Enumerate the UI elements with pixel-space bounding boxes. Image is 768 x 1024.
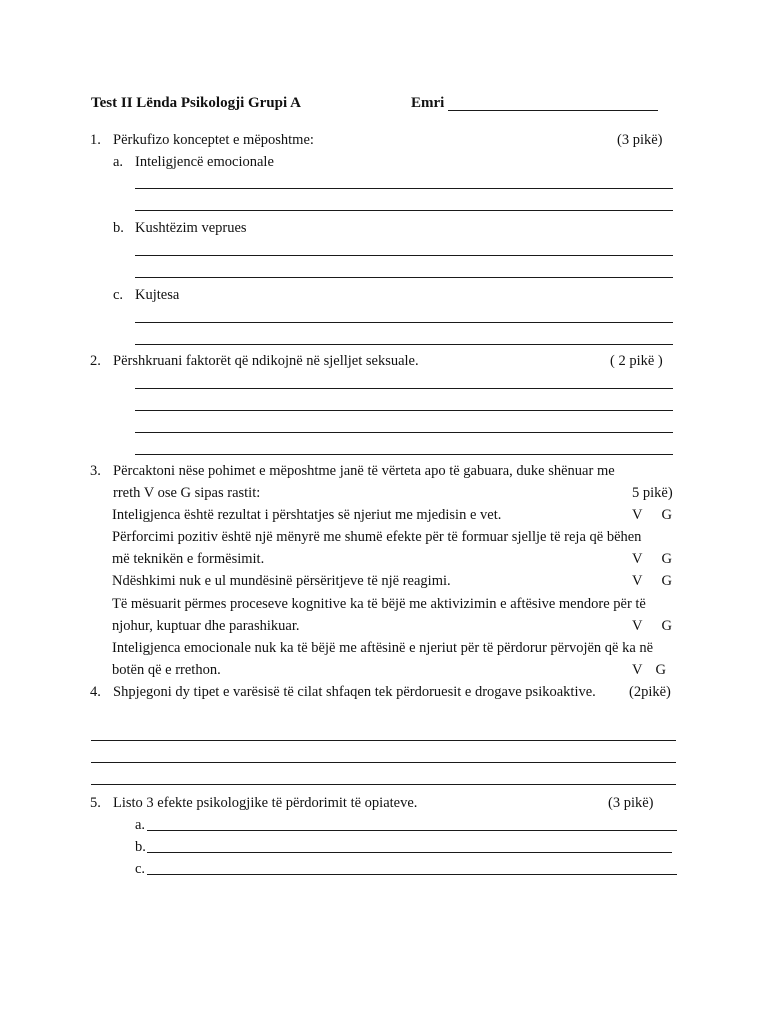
q2-text: Përshkruani faktorët që ndikojnë në sjelljet seksuale. — [113, 353, 419, 369]
q2-number: 2. — [90, 353, 101, 369]
q1-item-text: Kushtëzim veprues — [135, 220, 247, 236]
q1-item-text: Kujtesa — [135, 287, 180, 303]
q2-points: ( 2 pikë ) — [610, 353, 663, 369]
q5-text: Listo 3 efekte psikologjike të përdorimit të opiateve. — [113, 795, 418, 811]
answer-line[interactable] — [135, 344, 673, 345]
answer-line[interactable] — [147, 874, 677, 875]
false-option[interactable]: G — [661, 507, 672, 523]
true-option[interactable]: V — [632, 618, 643, 634]
q5-item-letter: c. — [135, 861, 146, 877]
q5-item-letter: b. — [135, 839, 146, 855]
answer-line[interactable] — [91, 762, 676, 763]
q3-statement-text: Përforcimi pozitiv është një mënyrë me shumë efekte për të formuar sjellje të reja që bëhen — [112, 529, 642, 545]
true-option[interactable]: V — [632, 551, 643, 567]
q3-statement-text: më teknikën e formësimit. — [112, 551, 265, 567]
true-option[interactable]: V — [632, 662, 643, 678]
answer-line[interactable] — [91, 784, 676, 785]
q1-item-letter: b. — [113, 220, 124, 236]
q3-statement-text: Inteligjenca emocionale nuk ka të bëjë me aftësinë e njeriut për të përdorur përvojën që ka në — [112, 640, 654, 656]
q5-points: (3 pikë) — [608, 795, 654, 811]
q4-points: (2pikë) — [629, 684, 671, 700]
answer-line[interactable] — [135, 188, 673, 189]
answer-line[interactable] — [135, 322, 673, 323]
q1-item-text: Inteligjencë emocionale — [135, 154, 274, 170]
answer-line[interactable] — [135, 454, 673, 455]
q3-statement-text: botën që e rrethon. — [112, 662, 221, 678]
q3-points: 5 pikë) — [632, 485, 673, 501]
q3-answer-choices — [632, 551, 672, 568]
q4-number: 4. — [90, 684, 101, 700]
answer-line[interactable] — [135, 255, 673, 256]
q3-statement-text: njohur, kuptuar dhe parashikuar. — [112, 618, 300, 634]
q4-text: Shpjegoni dy tipet e varësisë të cilat shfaqen tek përdoruesit e drogave psikoaktive. — [113, 684, 596, 700]
false-option[interactable]: G — [661, 618, 672, 634]
q3-number: 3. — [90, 463, 101, 479]
false-option[interactable]: G — [661, 551, 672, 567]
q3-statement-text: Inteligjenca është rezultat i përshtatjes së njeriut me mjedisin e vet. — [112, 507, 502, 523]
true-option[interactable]: V — [632, 573, 643, 589]
true-option[interactable]: V — [632, 507, 643, 523]
q3-statement-text: Të mësuarit përmes proceseve kognitive ka të bëjë me aktivizimin e aftësive mendore për të — [112, 596, 646, 612]
q5-item-letter: a. — [135, 817, 146, 833]
answer-line[interactable] — [135, 277, 673, 278]
q3-intro-line2: rreth V ose G sipas rastit: — [113, 485, 261, 501]
q3-answer-choices — [632, 662, 666, 679]
answer-line[interactable] — [147, 830, 677, 831]
q1-points: (3 pikë) — [617, 132, 663, 148]
q1-item-letter: c. — [113, 287, 124, 303]
q3-intro-line1: Përcaktoni nëse pohimet e mëposhtme janë të vërteta apo të gabuara, duke shënuar me — [113, 463, 615, 479]
answer-line[interactable] — [135, 432, 673, 433]
q1-number: 1. — [90, 132, 101, 148]
q3-answer-choices — [632, 618, 672, 635]
answer-line[interactable] — [135, 410, 673, 411]
test-title: Test II Lënda Psikologji Grupi A — [91, 95, 301, 111]
false-option[interactable]: G — [661, 573, 672, 589]
q1-item-letter: a. — [113, 154, 124, 170]
q3-answer-choices — [632, 573, 672, 590]
q5-number: 5. — [90, 795, 101, 811]
q1-text: Përkufizo konceptet e mëposhtme: — [113, 132, 314, 148]
name-answer-line[interactable] — [448, 110, 658, 111]
answer-line[interactable] — [91, 740, 676, 741]
false-option[interactable]: G — [655, 662, 666, 678]
q3-answer-choices — [632, 507, 672, 524]
name-label: Emri — [411, 95, 445, 111]
answer-line[interactable] — [135, 210, 673, 211]
answer-line[interactable] — [135, 388, 673, 389]
answer-line[interactable] — [147, 852, 672, 853]
q3-statement-text: Ndëshkimi nuk e ul mundësinë përsëritjeve të një reagimi. — [112, 573, 451, 589]
